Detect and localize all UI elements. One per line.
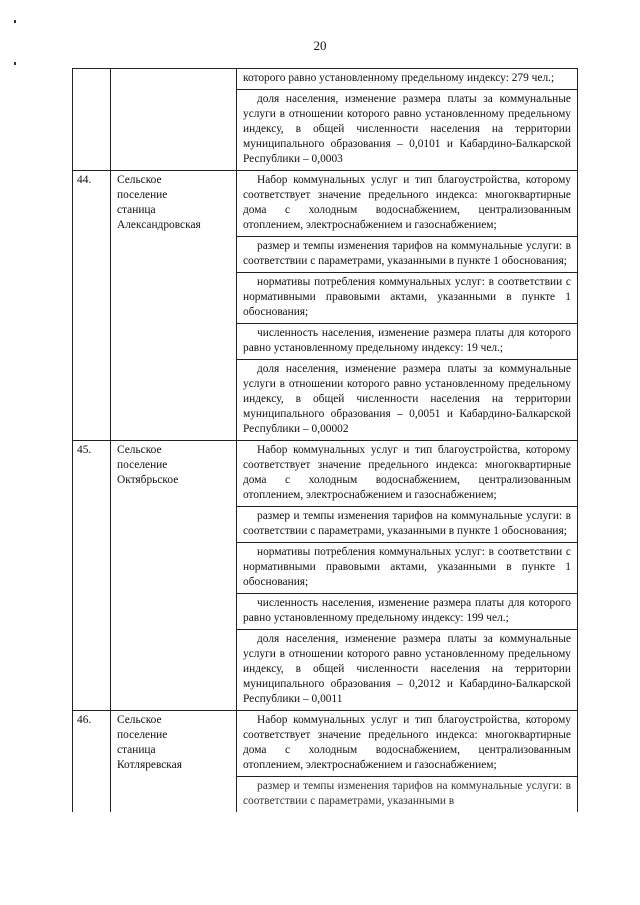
row-description: [237, 711, 578, 813]
paragraph: нормативы потребления коммунальных услуг: в соответствии с нормативными правовыми актами, указанными в пункте 1 обоснования;: [237, 543, 577, 594]
scan-mark: [14, 20, 16, 23]
table-row: [73, 711, 578, 813]
paragraph: численность населения, изменение размера платы для которого равно установленному предельному индексу: 199 чел.;: [237, 594, 577, 630]
paragraph: Набор коммунальных услуг и тип благоустройства, которому соответствует значение предельного индекса: многоквартирные дома с холодным водоснабжением, централизованным отоплением, электроснабжением и газоснабжением;: [237, 441, 577, 507]
paragraph: размер и темпы изменения тарифов на коммунальные услуги: в соответствии с параметрами, указанными в пункте 1 обоснования;: [237, 237, 577, 273]
table-row: [73, 171, 578, 441]
settlement-line: поселение: [117, 729, 168, 741]
settlement-line: станица: [117, 204, 156, 216]
settlement-line: Сельское: [117, 174, 162, 186]
page-number: 20: [313, 38, 327, 53]
settlement-name: [111, 171, 237, 441]
scan-mark: [14, 62, 16, 65]
row-number: 45.: [73, 441, 111, 711]
paragraph: размер и темпы изменения тарифов на коммунальные услуги: в соответствии с параметрами, указанными в: [243, 780, 571, 807]
row-description: [237, 441, 578, 711]
row-number: [73, 69, 111, 171]
settlement-line: Сельское: [117, 444, 162, 456]
paragraph: численность населения, изменение размера платы для которого равно установленному предельному индексу: 19 чел.;: [237, 324, 577, 360]
settlements-table: [72, 68, 578, 812]
settlement-line: поселение: [117, 459, 168, 471]
table-row: [73, 69, 578, 171]
settlement-line: Сельское: [117, 714, 162, 726]
paragraph: доля населения, изменение размера платы за коммунальные услуги в отношении которого равно установленному предельному индексу, в общей численности населения на территории муниципального образования – 0,0051 и Кабардино-Балкарской Республики – 0,00002: [243, 363, 571, 435]
settlement-line: Александровская: [117, 219, 201, 231]
table-row: [73, 441, 578, 711]
paragraph: Набор коммунальных услуг и тип благоустройства, которому соответствует значение предельного индекса: многоквартирные дома с холодным водоснабжением, централизованным отоплением, электроснабжением и газоснабжением;: [237, 171, 577, 237]
settlement-name: [111, 69, 237, 171]
row-number: 44.: [73, 171, 111, 441]
row-description: [237, 171, 578, 441]
paragraph: доля населения, изменение размера платы за коммунальные услуги в отношении которого равно установленному предельному индексу, в общей численности населения на территории муниципального образования – 0,2012 и Кабардино-Балкарской Республики – 0,0011: [243, 633, 571, 705]
row-description: [237, 69, 578, 171]
settlement-name: [111, 441, 237, 711]
paragraph: нормативы потребления коммунальных услуг: в соответствии с нормативными правовыми актами, указанными в пункте 1 обоснования;: [237, 273, 577, 324]
settlement-line: Октябрьское: [117, 474, 179, 486]
paragraph: доля населения, изменение размера платы за коммунальные услуги в отношении которого равно установленному предельному индексу, в общей численности населения на территории муниципального образования – 0,0101 и Кабардино-Балкарской Республики – 0,0003: [243, 93, 571, 165]
settlement-line: поселение: [117, 189, 168, 201]
paragraph: Набор коммунальных услуг и тип благоустройства, которому соответствует значение предельного индекса: многоквартирные дома с холодным водоснабжением, централизованным отоплением, электроснабжением и газоснабжением;: [237, 711, 577, 777]
settlement-line: станица: [117, 744, 156, 756]
row-number: 46.: [73, 711, 111, 813]
paragraph: которого равно установленному предельному индексу: 279 чел.;: [237, 69, 577, 90]
paragraph: размер и темпы изменения тарифов на коммунальные услуги: в соответствии с параметрами, указанными в пункте 1 обоснования;: [237, 507, 577, 543]
settlement-line: Котляревская: [117, 759, 182, 771]
settlement-name: [111, 711, 237, 813]
